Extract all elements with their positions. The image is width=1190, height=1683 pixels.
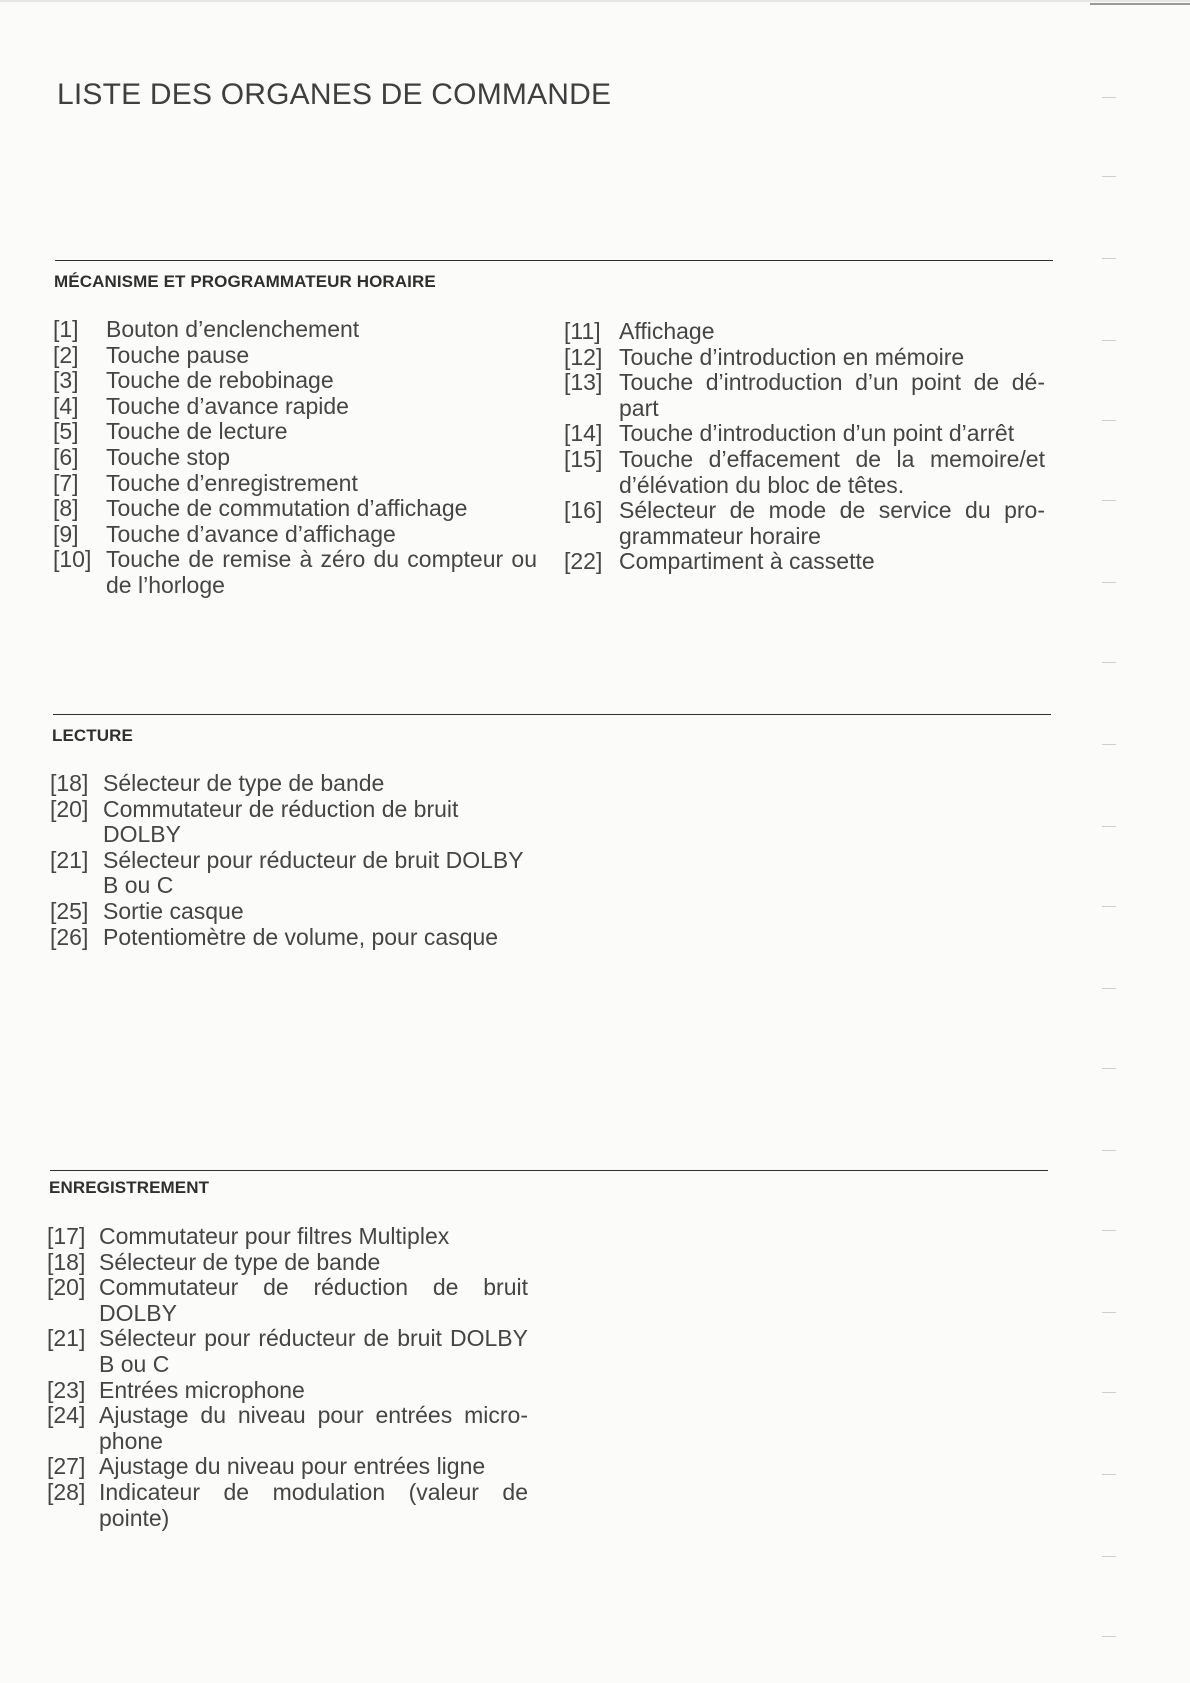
item-number: [26]: [50, 923, 89, 950]
margin-tick: [1102, 1556, 1116, 1557]
margin-tick: [1102, 500, 1116, 501]
item-number: [16]: [564, 497, 603, 524]
item-number: [7]: [53, 469, 79, 496]
item-label: Ajustage du niveau pour entrées ligne: [99, 1453, 486, 1480]
section-rule-playback: [53, 714, 1051, 715]
item-number: [6]: [53, 443, 79, 470]
item-label: Touche de lecture: [106, 418, 288, 445]
item-label: Commutateur de réduction de bruit DOLBY: [103, 795, 459, 848]
list-item: [53, 547, 537, 598]
item-label: Potentiomètre de volume, pour casque: [103, 923, 499, 950]
margin-tick: [1102, 258, 1116, 259]
item-label: Touche stop: [106, 443, 231, 470]
list-item: [53, 522, 537, 548]
item-number: [13]: [564, 369, 603, 396]
item-number: [2]: [53, 341, 79, 368]
item-label: Affichage: [619, 318, 715, 344]
item-label: Touche pause: [106, 341, 250, 368]
margin-tick: [1102, 1150, 1116, 1151]
margin-tick: [1102, 906, 1116, 907]
item-label: Touche de rebobinage: [106, 367, 334, 394]
item-label: Sélecteur de type de bande: [99, 1248, 381, 1275]
section-heading-recording: ENREGISTREMENT: [49, 1178, 210, 1197]
list-item: [53, 343, 537, 369]
item-number: [14]: [564, 420, 603, 447]
margin-tick: [1102, 340, 1116, 341]
item-number: [21]: [47, 1325, 86, 1352]
item-label: Entrées microphone: [99, 1376, 305, 1403]
list-item: [47, 1224, 528, 1250]
list-item: [564, 421, 1045, 447]
margin-tick: [1102, 826, 1116, 827]
list-item: [564, 370, 1045, 421]
margin-tick: [1102, 97, 1116, 98]
item-label: Touche d’effacement de la memoire/et d’élévation du bloc de têtes.: [619, 445, 1045, 498]
margin-tick: [1102, 1230, 1116, 1231]
item-label: Commutateur de réduction de bruit DOLBY: [99, 1274, 528, 1326]
section-rule-recording: [50, 1170, 1048, 1171]
margin-tick: [1102, 420, 1116, 421]
margin-tick: [1102, 1312, 1116, 1313]
item-label: Touche d’introduction d’un point de dé-part: [619, 369, 1045, 421]
item-number: [18]: [50, 770, 89, 796]
list-item: [53, 471, 537, 497]
margin-tick: [1102, 988, 1116, 989]
list-item: [47, 1250, 528, 1276]
list-item: [564, 549, 1045, 575]
list-item: [53, 445, 537, 471]
item-label: Touche d’introduction d’un point d’arrêt: [619, 420, 1015, 447]
item-number: [17]: [47, 1223, 86, 1249]
item-number: [21]: [50, 846, 89, 873]
item-number: [18]: [47, 1248, 86, 1275]
item-number: [9]: [53, 520, 79, 547]
item-number: [4]: [53, 392, 79, 419]
list-item: [564, 498, 1045, 549]
item-number: [15]: [564, 445, 603, 472]
list-item: [564, 447, 1045, 498]
item-number: [5]: [53, 418, 79, 445]
list-item: [53, 317, 537, 343]
item-label: Ajustage du niveau pour entrées micro-phone: [99, 1402, 528, 1454]
list-item: [50, 925, 534, 951]
item-label: Touche d’enregistrement: [106, 469, 358, 496]
item-label: Touche d’introduction en mémoire: [619, 343, 965, 370]
item-number: [25]: [50, 897, 89, 924]
list-item: [47, 1275, 528, 1326]
margin-tick: [1102, 744, 1116, 745]
item-number: [8]: [53, 495, 79, 522]
item-number: [20]: [47, 1274, 86, 1301]
item-number: [12]: [564, 343, 603, 370]
list-item: [50, 848, 534, 899]
margin-tick: [1102, 1068, 1116, 1069]
section-heading-mechanism: MÉCANISME ET PROGRAMMATEUR HORAIRE: [54, 272, 436, 291]
item-number: [22]: [564, 548, 603, 575]
margin-tick: [1102, 1392, 1116, 1393]
item-label: Sortie casque: [103, 897, 244, 924]
list-item: [564, 319, 1045, 345]
list-item: [47, 1403, 528, 1454]
playback-list: [50, 771, 534, 950]
item-label: Sélecteur de type de bande: [103, 770, 385, 796]
item-number: [27]: [47, 1453, 86, 1480]
margin-tick: [1102, 582, 1116, 583]
item-number: [3]: [53, 367, 79, 394]
item-number: [24]: [47, 1402, 86, 1429]
list-item: [53, 394, 537, 420]
item-number: [10]: [53, 546, 92, 573]
item-label: Commutateur pour filtres Multiplex: [99, 1223, 450, 1249]
margin-tick: [1102, 176, 1116, 177]
item-label: Touche d’avance rapide: [106, 392, 349, 419]
list-item: [50, 899, 534, 925]
margin-tick: [1102, 1636, 1116, 1637]
margin-tick: [1102, 1474, 1116, 1475]
list-item: [53, 419, 537, 445]
item-label: Touche de remise à zéro du compteur ou de l’horloge: [106, 546, 537, 598]
page-top-edge: [0, 0, 1190, 2]
item-number: [28]: [47, 1478, 86, 1505]
recording-list: [47, 1224, 528, 1531]
mechanism-list-right: [564, 319, 1045, 575]
list-item: [53, 496, 537, 522]
item-label: Compartiment à cassette: [619, 548, 875, 575]
list-item: [53, 368, 537, 394]
item-label: Touche d’avance d’affichage: [106, 520, 396, 547]
list-item: [47, 1326, 528, 1377]
list-item: [47, 1454, 528, 1480]
page-top-edge-mark: [1090, 3, 1190, 5]
list-item: [47, 1378, 528, 1404]
item-label: Indicateur de modulation (valeur de pointe): [99, 1478, 528, 1531]
item-label: Bouton d’enclenchement: [106, 316, 360, 342]
section-heading-playback: LECTURE: [52, 726, 133, 745]
list-item: [50, 771, 534, 797]
item-label: Sélecteur pour réducteur de bruit DOLBY B ou C: [99, 1325, 528, 1377]
item-number: [11]: [564, 318, 601, 344]
item-label: Touche de commutation d’affichage: [106, 495, 468, 522]
list-item: [47, 1480, 528, 1531]
list-item: [50, 797, 534, 848]
item-number: [20]: [50, 795, 89, 822]
item-number: [23]: [47, 1376, 86, 1403]
mechanism-list-left: [53, 317, 537, 599]
section-rule-mechanism: [55, 260, 1053, 261]
item-number: [1]: [53, 316, 79, 342]
margin-tick: [1102, 662, 1116, 663]
item-label: Sélecteur de mode de service du pro-grammateur horaire: [619, 497, 1045, 549]
item-label: Sélecteur pour réducteur de bruit DOLBY B ou C: [103, 846, 524, 899]
page-title: LISTE DES ORGANES DE COMMANDE: [57, 78, 612, 111]
list-item: [564, 345, 1045, 371]
